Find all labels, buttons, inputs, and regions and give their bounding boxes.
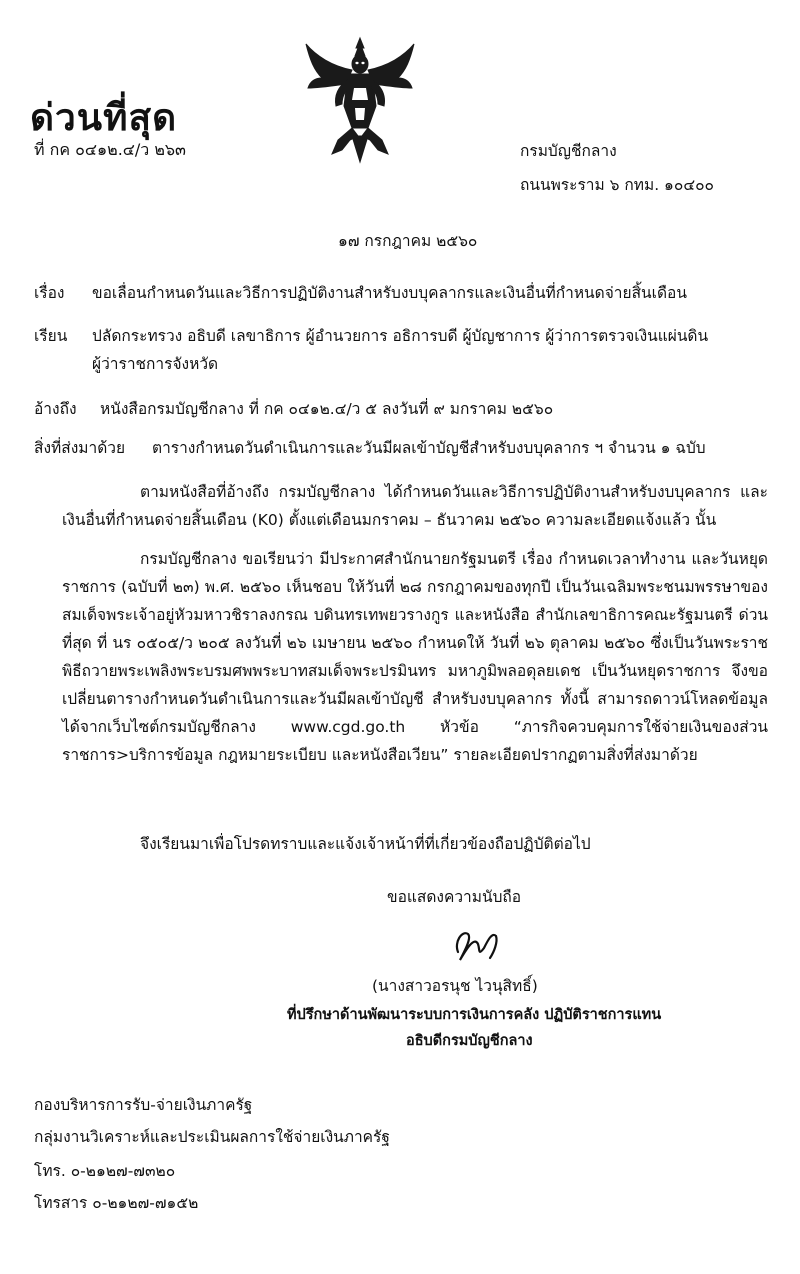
footer-fax: โทรสาร ๐-๒๑๒๗-๗๑๕๒ xyxy=(34,1194,199,1212)
signatory-name: (นางสาวอรนุช ไวนุสิทธิ์) xyxy=(372,977,538,995)
enclosure-text: ตารางกำหนดวันดำเนินการและวันมีผลเข้าบัญชีสำหรับงบบุคลากร ฯ จำนวน ๑ ฉบับ xyxy=(152,439,706,457)
footer-phone: โทร. ๐-๒๑๒๗-๗๓๒๐ xyxy=(34,1162,176,1180)
enclosure-label: สิ่งที่ส่งมาด้วย xyxy=(34,439,126,457)
signatory-title: อธิบดีกรมบัญชีกลาง xyxy=(406,1033,533,1049)
footer-division: กองบริหารการรับ-จ่ายเงินภาครัฐ xyxy=(34,1096,253,1114)
reference-text: หนังสือกรมบัญชีกลาง ที่ กค ๐๔๑๒.๔/ว ๕ ลงวันที่ ๙ มกราคม ๒๕๖๐ xyxy=(100,400,554,418)
sender-organization: กรมบัญชีกลาง xyxy=(520,142,617,160)
addressee-label: เรียน xyxy=(34,327,68,345)
footer-group: กลุ่มงานวิเคราะห์และประเมินผลการใช้จ่ายเงินภาครัฐ xyxy=(34,1128,390,1146)
subject-label: เรื่อง xyxy=(34,284,65,302)
urgency-heading: ด่วนที่สุด xyxy=(30,95,178,139)
reference-label: อ้างถึง xyxy=(34,400,77,418)
sender-address: ถนนพระราม ๖ กทม. ๑๐๔๐๐ xyxy=(520,176,715,194)
body-paragraph-1: ตามหนังสือที่อ้างถึง กรมบัญชีกลาง ได้กำหนดวันและวิธีการปฏิบัติงานสำหรับงบบุคลากร และเงินอื่นที่กำหนดจ่ายสิ้นเดือน (K0) ตั้งแต่เดือนมกราคม – ธันวาคม ๒๕๖๐ ความละเอียดแจ้งแล้ว นั้น xyxy=(62,483,768,529)
garuda-emblem xyxy=(302,36,418,164)
addressee-line-2: ผู้ว่าราชการจังหวัด xyxy=(92,355,219,373)
body-paragraph-3: จึงเรียนมาเพื่อโปรดทราบและแจ้งเจ้าหน้าที่ที่เกี่ยวข้องถือปฏิบัติต่อไป xyxy=(140,835,591,853)
signatory-position: ที่ปรึกษาด้านพัฒนาระบบการเงินการคลัง ปฏิบัติราชการแทน xyxy=(287,1007,662,1023)
body-paragraph-2: กรมบัญชีกลาง ขอเรียนว่า มีประกาศสำนักนายกรัฐมนตรี เรื่อง กำหนดเวลาทำงาน และวันหยุดราชการ (ฉบับที่ ๒๓) พ.ศ. ๒๕๖๐ เห็นชอบ ให้วันที่ ๒๘ กรกฎาคมของทุกปี เป็นวันเฉลิมพระชนมพรรษาของสมเด็จพระเจ้าอยู่หัวมหาวชิราลงกรณ บดินทรเทพยวรางกูร และหนังสือ สำนักเลขาธิการคณะรัฐมนตรี ด่วนที่สุด ที่ นร ๐๕๐๕/ว ๒๐๕ ลงวันที่ ๒๖ เมษายน ๒๕๖๐ กำหนดให้ วันที่ ๒๖ ตุลาคม ๒๕๖๐ ซึ่งเป็นวันพระราชพิธีถวายพระเพลิงพระบรมศพพระบาทสมเด็จพระปรมินทร มหาภูมิพลอดุลยเดช เป็นวันหยุดราชการ จึงขอเปลี่ยนตารางกำหนดวันดำเนินการและวันมีผลเข้าบัญชี สำหรับงบบุคลากร ทั้งนี้ สามารถดาวน์โหลดข้อมูลได้จากเว็บไซต์กรมบัญชีกลาง www.cgd.go.th หัวข้อ “ภารกิจควบคุมการใช้จ่ายเงินของส่วนราชการ>บริการข้อมูล กฎหมายระเบียบ และหนังสือเวียน” รายละเอียดปรากฏตามสิ่งที่ส่งมาด้วย xyxy=(62,550,768,764)
handwritten-signature xyxy=(444,922,514,966)
document-date: ๑๗ กรกฎาคม ๒๕๖๐ xyxy=(338,232,478,250)
subject-text: ขอเลื่อนกำหนดวันและวิธีการปฏิบัติงานสำหรับงบบุคลากรและเงินอื่นที่กำหนดจ่ายสิ้นเดือน xyxy=(92,284,687,302)
closing-salutation: ขอแสดงความนับถือ xyxy=(387,888,522,906)
document-number: ที่ กค ๐๔๑๒.๔/ว ๒๖๓ xyxy=(34,140,186,159)
addressee-line-1: ปลัดกระทรวง อธิบดี เลขาธิการ ผู้อำนวยการ อธิการบดี ผู้บัญชาการ ผู้ว่าการตรวจเงินแผ่นดิน xyxy=(92,327,709,345)
